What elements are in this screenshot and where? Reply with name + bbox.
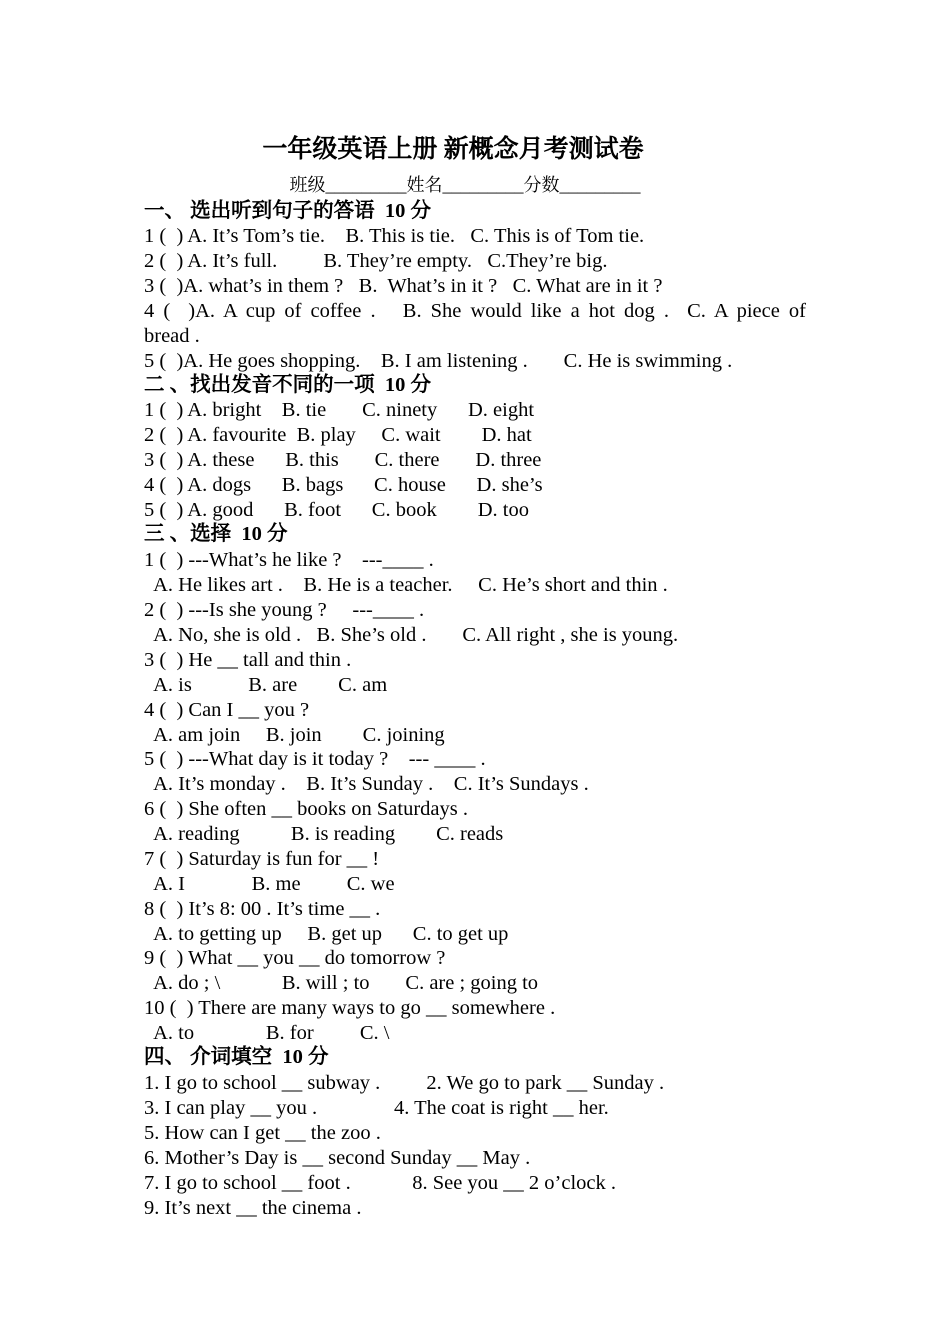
option-line: A. to getting up B. get up C. to get up xyxy=(144,923,509,945)
question-line: 9 ( ) What __ you __ do tomorrow ? xyxy=(144,947,446,969)
question-line: 2 ( ) A. It’s full. B. They’re empty. C.They’re big. xyxy=(144,250,608,272)
page-title: 一年级英语上册 新概念月考测试卷 xyxy=(262,136,644,163)
question-line: 7 ( ) Saturday is fun for __ ! xyxy=(144,848,380,870)
section-4-heading: 四、 介词填空 10 分 xyxy=(144,1046,329,1068)
option-line: A. is B. are C. am xyxy=(144,674,388,696)
question-line: 8 ( ) It’s 8: 00 . It’s time __ . xyxy=(144,898,381,920)
section-3-heading: 三 、选择 10 分 xyxy=(144,523,288,545)
question-line: 6. Mother’s Day is __ second Sunday __ May . xyxy=(144,1147,531,1169)
question-line: 4 ( ) Can I __ you ? xyxy=(144,699,310,721)
question-line: 1 ( ) A. bright B. tie C. ninety D. eight xyxy=(144,399,535,421)
question-line: 1. I go to school __ subway . 2. We go to park __ Sunday . xyxy=(144,1072,665,1094)
question-line: 10 ( ) There are many ways to go __ somewhere . xyxy=(144,997,556,1019)
option-line: A. am join B. join C. joining xyxy=(144,724,445,746)
question-line: bread . xyxy=(144,325,200,347)
question-line: 7. I go to school __ foot . 8. See you __ 2 o’clock . xyxy=(144,1172,617,1194)
section-1-heading: 一、 选出听到句子的答语 10 分 xyxy=(144,200,431,222)
option-line: A. reading B. is reading C. reads xyxy=(144,823,504,845)
question-line: 2 ( ) ---Is she young ? ---____ . xyxy=(144,599,425,621)
question-line: 9. It’s next __ the cinema . xyxy=(144,1197,362,1219)
question-line: 5. How can I get __ the zoo . xyxy=(144,1122,381,1144)
question-line: 4 ( )A. A cup of coffee . B. She would like a hot dog . C. A piece of xyxy=(144,300,806,322)
question-line: 3. I can play __ you . 4. The coat is right __ her. xyxy=(144,1097,609,1119)
option-line: A. He likes art . B. He is a teacher. C. He’s short and thin . xyxy=(144,574,668,596)
option-line: A. to B. for C. \ xyxy=(144,1022,390,1044)
question-line: 6 ( ) She often __ books on Saturdays . xyxy=(144,798,468,820)
question-line: 2 ( ) A. favourite B. play C. wait D. hat xyxy=(144,424,532,446)
question-line: 5 ( )A. He goes shopping. B. I am listening . C. He is swimming . xyxy=(144,350,733,372)
question-line: 3 ( )A. what’s in them ? B. What’s in it ? C. What are in it ? xyxy=(144,275,663,297)
question-line: 1 ( ) ---What’s he like ? ---____ . xyxy=(144,549,434,571)
question-line: 3 ( ) He __ tall and thin . xyxy=(144,649,352,671)
option-line: A. I B. me C. we xyxy=(144,873,395,895)
question-line: 5 ( ) A. good B. foot C. book D. too xyxy=(144,499,529,521)
option-line: A. No, she is old . B. She’s old . C. All right , she is young. xyxy=(144,624,679,646)
question-line: 3 ( ) A. these B. this C. there D. three xyxy=(144,449,542,471)
question-line: 1 ( ) A. It’s Tom’s tie. B. This is tie. C. This is of Tom tie. xyxy=(144,225,645,247)
section-2-heading: 二 、找出发音不同的一项 10 分 xyxy=(144,374,431,396)
question-line: 5 ( ) ---What day is it today ? --- ____ . xyxy=(144,748,486,770)
question-line: 4 ( ) A. dogs B. bags C. house D. she’s xyxy=(144,474,543,496)
option-line: A. do ; \ B. will ; to C. are ; going to xyxy=(144,972,539,994)
option-line: A. It’s monday . B. It’s Sunday . C. It’s Sundays . xyxy=(144,773,589,795)
student-info-line: 班级_________姓名_________分数_________ xyxy=(289,175,641,195)
